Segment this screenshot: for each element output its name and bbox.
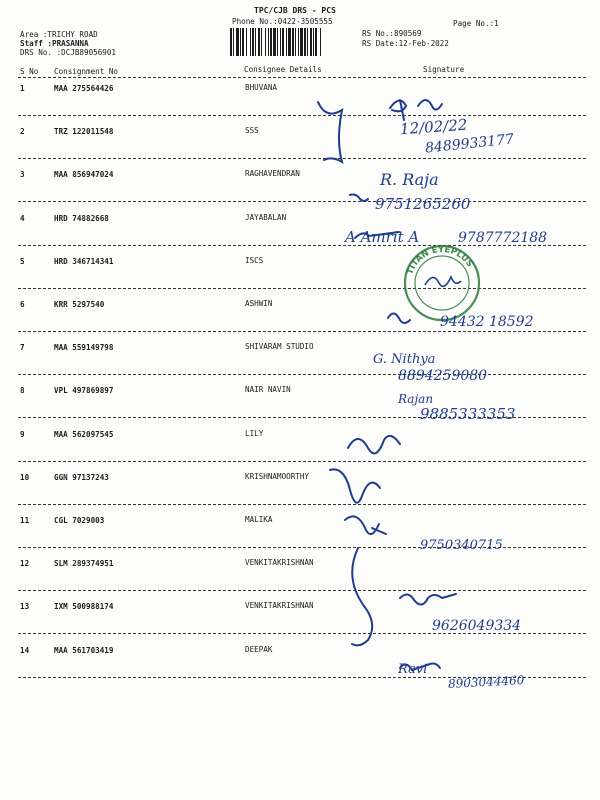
- row-divider: [18, 590, 586, 591]
- barcode-bar: [255, 28, 256, 56]
- row-consignment-no: MAA 562097545: [54, 430, 114, 439]
- barcode-bar: [252, 28, 254, 56]
- row-divider: [18, 158, 586, 159]
- barcode-bar: [230, 28, 232, 56]
- svg-text:TITAN EYEPLUS: [405, 245, 474, 276]
- barcode-bar: [270, 28, 272, 56]
- row-consignment-no: MAA 559149798: [54, 343, 114, 352]
- row-sno: 10: [20, 473, 30, 482]
- row-consignment-no: GGN 97137243: [54, 473, 109, 482]
- handwritten-name-3: R. Raja: [380, 170, 439, 189]
- staff: Staff :PRASANNA: [20, 39, 89, 48]
- row-consignment-no: MAA 856947024: [54, 170, 114, 179]
- handwritten-phone-11: 9750340715: [420, 538, 503, 553]
- row-consignee: MALIKA: [245, 515, 273, 524]
- row-sno: 13: [20, 602, 30, 611]
- barcode-bar: [261, 28, 262, 56]
- row-consignment-no: SLM 289374951: [54, 559, 114, 568]
- row-sno: 11: [20, 516, 30, 525]
- row-consignee: JAYABALAN: [245, 213, 287, 222]
- barcode-bar: [246, 28, 247, 56]
- row-divider: [18, 331, 586, 332]
- handwritten-phone-4: 9787772188: [458, 230, 548, 246]
- rs-number: RS No.:890569: [362, 29, 422, 38]
- row-sno: 4: [20, 214, 25, 223]
- row-consignment-no: TRZ 122011548: [54, 127, 114, 136]
- barcode-bar: [298, 28, 299, 56]
- row-consignment-no: MAA 561703419: [54, 646, 114, 655]
- handwritten-name-8: Rajan: [398, 392, 434, 406]
- barcode-bar: [315, 28, 317, 56]
- row-consignee: ISCS: [245, 256, 264, 265]
- phone-number: Phone No.:0422-3505555: [232, 17, 333, 26]
- handwritten-date: 12/02/22: [399, 115, 468, 139]
- barcode-bar: [233, 28, 234, 56]
- barcode-bar: [300, 28, 303, 56]
- row-consignment-no: CGL 7029003: [54, 516, 105, 525]
- barcode-bar: [295, 28, 296, 56]
- barcode-bar: [286, 28, 287, 56]
- handwritten-name-7: G. Nithya: [373, 352, 436, 367]
- handwritten-phone-8: 9885333353: [420, 405, 516, 423]
- handwritten-phone-13: 9626049334: [432, 618, 522, 634]
- row-divider: [18, 201, 586, 202]
- row-sno: 2: [20, 127, 25, 136]
- handwritten-name-4: A Amrit A: [345, 228, 420, 246]
- row-consignment-no: MAA 275564426: [54, 84, 114, 93]
- row-consignment-no: KRR 5297540: [54, 300, 105, 309]
- barcode-bar: [313, 28, 314, 56]
- row-consignee: BHUVANA: [245, 83, 278, 92]
- barcode-bar: [250, 28, 251, 56]
- barcode-bar: [265, 28, 266, 56]
- drs-number: DRS No. :DCJB89056901: [20, 48, 117, 57]
- stamp-text: TITAN EYEPLUS: [405, 244, 475, 277]
- row-divider: [18, 288, 586, 289]
- col-signature: Signature: [423, 65, 465, 74]
- col-consignment: Consignment No: [54, 67, 119, 76]
- area: Area :TRICHY ROAD: [20, 30, 98, 39]
- barcode-bar: [258, 28, 260, 56]
- row-sno: 8: [20, 386, 25, 395]
- row-sno: 7: [20, 343, 25, 352]
- row-divider: [18, 374, 586, 375]
- row-consignee: NAIR NAVIN: [245, 385, 291, 394]
- rs-date: RS Date:12-Feb-2022: [362, 39, 449, 48]
- barcode-bar: [320, 28, 321, 56]
- row-sno: 3: [20, 170, 25, 179]
- row-sno: 1: [20, 84, 25, 93]
- handwritten-phone-1: 8489933177: [424, 131, 515, 157]
- col-sno: S No: [20, 67, 39, 76]
- row-divider: [18, 115, 586, 116]
- barcode-bar: [240, 28, 241, 56]
- row-sno: 6: [20, 300, 25, 309]
- row-sno: 5: [20, 257, 25, 266]
- page-number: Page No.:1: [453, 19, 499, 28]
- row-consignee: SHIVARAM STUDIO: [245, 342, 314, 351]
- barcode-bar: [277, 28, 278, 56]
- barcode-bar: [280, 28, 281, 56]
- row-consignee: VENKITAKRISHNAN: [245, 558, 314, 567]
- barcode-bar: [242, 28, 244, 56]
- row-consignee: VENKITAKRISHNAN: [245, 601, 314, 610]
- row-consignee: SSS: [245, 126, 259, 135]
- barcode-bar: [236, 28, 239, 56]
- sheet-title: TPC/CJB DRS - PCS: [254, 6, 336, 15]
- barcode-bar: [282, 28, 284, 56]
- row-consignment-no: IXM 500988174: [54, 602, 114, 611]
- barcode-bar: [304, 28, 306, 56]
- row-divider: [18, 461, 586, 462]
- barcode-bar: [307, 28, 308, 56]
- barcode-bar: [268, 28, 269, 56]
- barcode-bar: [288, 28, 291, 56]
- handwritten-phone-7: 8894259080: [398, 368, 488, 384]
- row-consignee: RAGHAVENDRAN: [245, 169, 300, 178]
- handwritten-phone-14: 8903044460: [447, 673, 525, 691]
- row-consignment-no: HRD 74882668: [54, 214, 109, 223]
- barcode-bar: [273, 28, 276, 56]
- row-consignee: DEEPAK: [245, 645, 273, 654]
- row-consignment-no: HRD 346714341: [54, 257, 114, 266]
- row-divider: [18, 504, 586, 505]
- header-divider: [18, 77, 586, 78]
- handwritten-name-14: Ravi: [398, 662, 428, 677]
- handwritten-phone-3: 9751265260: [375, 195, 471, 213]
- row-consignee: KRISHNAMOORTHY: [245, 472, 310, 481]
- row-consignment-no: VPL 497869897: [54, 386, 114, 395]
- col-consignee: Consignee Details: [244, 65, 322, 74]
- row-consignee: ASHWIN: [245, 299, 273, 308]
- barcode-bar: [310, 28, 312, 56]
- barcode-bar: [292, 28, 294, 56]
- row-sno: 14: [20, 646, 30, 655]
- row-sno: 12: [20, 559, 30, 568]
- handwritten-phone-6: 94432 18592: [440, 314, 534, 330]
- row-consignee: LILY: [245, 429, 264, 438]
- row-sno: 9: [20, 430, 25, 439]
